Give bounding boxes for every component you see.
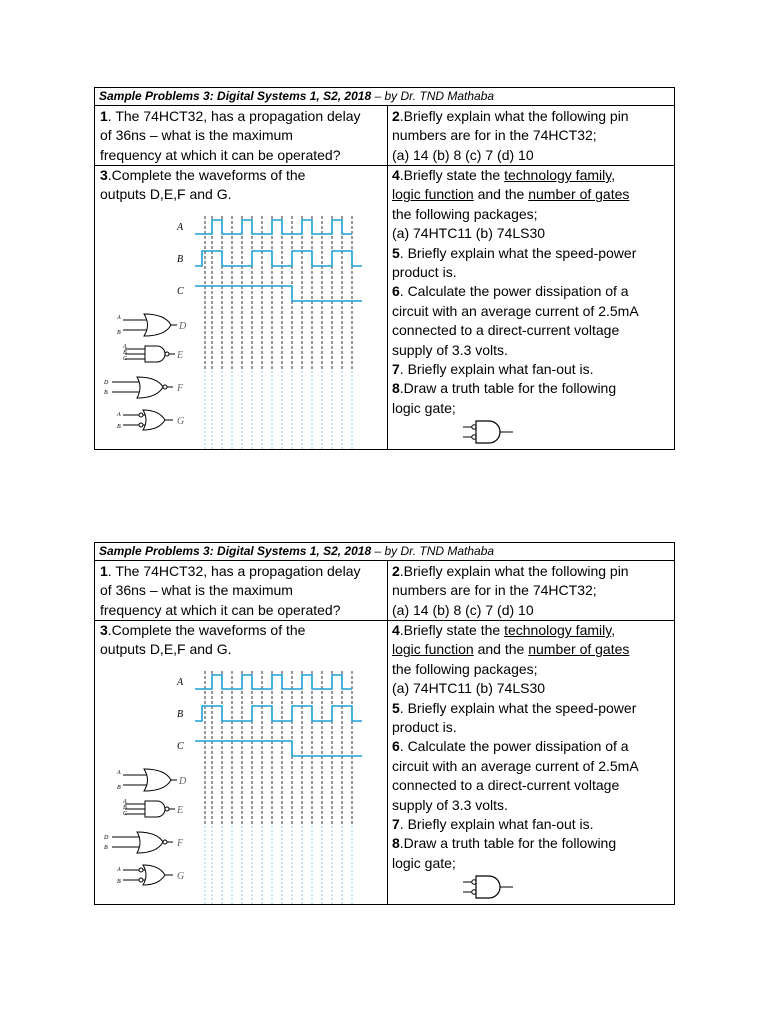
q5-line: . Briefly explain what the speed-power xyxy=(399,699,637,716)
q7-number: 7 xyxy=(392,361,400,378)
worksheet-bottom xyxy=(94,542,675,905)
gate-input-label: A xyxy=(117,867,121,873)
gate-input-label: B xyxy=(117,424,121,430)
q6-line: . Calculate the power dissipation of a xyxy=(399,283,629,300)
q3-number: 3 xyxy=(100,167,108,183)
questions-4-to-8 xyxy=(392,621,639,873)
q7-line: . Briefly explain what fan-out is. xyxy=(399,361,594,378)
q6-line: supply of 3.3 volts. xyxy=(392,341,508,358)
q6-line: connected to a direct-current voltage xyxy=(392,322,620,339)
waveform-c xyxy=(195,286,362,301)
gate-input-label: B xyxy=(104,390,108,396)
q4-line: (a) 74HTC11 (b) 74LS30 xyxy=(392,680,546,697)
gate-input-label: B xyxy=(117,879,121,885)
q3-line: outputs D,E,F and G. xyxy=(100,641,232,658)
gate-input-label: B xyxy=(104,845,108,851)
q4-line: the following packages; xyxy=(392,660,538,677)
gate-input-label: A xyxy=(123,344,127,350)
header-byline: – by Dr. TND Mathaba xyxy=(371,89,495,103)
gate-input-label: A xyxy=(117,770,121,776)
waveform-a xyxy=(195,675,352,689)
q2-line: .Briefly explain what the following pin xyxy=(399,563,629,579)
q1-number: 1 xyxy=(100,563,108,579)
q3-line: .Complete the waveforms of the xyxy=(107,622,306,638)
header-title: Sample Problems 3: Digital Systems 1, S2, 2018 xyxy=(99,89,372,103)
q6-number: 6 xyxy=(392,283,400,300)
q4-line: (a) 74HTC11 (b) 74LS30 xyxy=(392,225,546,242)
q4-underlined-term: logic function xyxy=(392,186,474,203)
gate-input-label: D xyxy=(104,835,109,841)
q4-line: .Briefly state the xyxy=(399,622,505,638)
gate-input-label: B xyxy=(117,785,121,791)
waveform-c xyxy=(195,741,362,756)
q8-line: logic gate; xyxy=(392,854,456,871)
q6-line: connected to a direct-current voltage xyxy=(392,777,620,794)
timing-gridlines xyxy=(205,671,352,826)
question-3 xyxy=(100,166,305,205)
signal-label: B xyxy=(177,709,184,720)
gate-input-label: D xyxy=(104,380,109,386)
waveform-a xyxy=(195,220,352,234)
q4-line: .Briefly state the xyxy=(399,167,505,183)
q1-line: frequency at which it can be operated? xyxy=(100,601,341,618)
output-label: D xyxy=(179,321,187,332)
signal-label: C xyxy=(177,741,184,752)
or-gate-f-icon xyxy=(112,832,173,853)
output-label: G xyxy=(177,871,185,882)
q4-underlined-term: number of gates xyxy=(528,186,630,203)
question-2 xyxy=(392,107,629,165)
q5-line: . Briefly explain what the speed-power xyxy=(399,244,637,261)
nor-gate-g-icon xyxy=(123,410,173,430)
q6-line: supply of 3.3 volts. xyxy=(392,796,508,813)
q3-line: .Complete the waveforms of the xyxy=(107,167,306,183)
q8-number: 8 xyxy=(392,835,400,852)
waveform-diagram xyxy=(95,206,387,451)
q5-line: product is. xyxy=(392,719,457,736)
q4-number: 4 xyxy=(392,622,400,638)
q8-line: .Draw a truth table for the following xyxy=(399,380,617,397)
q1-line: . The 74HCT32, has a propagation delay xyxy=(107,108,361,124)
nor-gate-g-icon xyxy=(123,865,173,885)
or-gate-f-icon xyxy=(112,377,173,398)
worksheet-header xyxy=(95,543,674,561)
question-3 xyxy=(100,621,305,660)
q3-line: outputs D,E,F and G. xyxy=(100,186,232,203)
waveform-diagram xyxy=(95,661,387,906)
q1-line: . The 74HCT32, has a propagation delay xyxy=(107,563,361,579)
signal-label: C xyxy=(177,286,184,297)
signal-label: A xyxy=(177,222,184,233)
q1-number: 1 xyxy=(100,108,108,124)
worksheet-top xyxy=(94,87,675,450)
questions-4-to-8 xyxy=(392,166,639,418)
waveform-b xyxy=(195,251,362,266)
signal-label: B xyxy=(177,254,184,265)
q7-number: 7 xyxy=(392,816,400,833)
q4-underlined-term: technology family xyxy=(504,167,612,183)
and-gate-e-icon xyxy=(125,801,175,817)
output-gridlines xyxy=(205,371,352,451)
header-byline: – by Dr. TND Mathaba xyxy=(371,544,495,558)
column-divider xyxy=(387,560,388,904)
question-2 xyxy=(392,562,629,620)
worksheet-header xyxy=(95,88,674,106)
gate-input-label: A xyxy=(117,315,121,321)
output-label: E xyxy=(177,350,184,361)
q1-line: of 36ns – what is the maximum xyxy=(100,127,293,144)
and-gate-e-icon xyxy=(125,346,175,362)
gate-input-label: A xyxy=(123,799,127,805)
q3-number: 3 xyxy=(100,622,108,638)
q2-line: (a) 14 (b) 8 (c) 7 (d) 10 xyxy=(392,146,534,163)
column-divider xyxy=(387,105,388,449)
q6-line: circuit with an average current of 2.5mA xyxy=(392,302,639,319)
q2-line: numbers are for in the 74HCT32; xyxy=(392,127,597,144)
gate-input-label: B xyxy=(117,330,121,336)
q7-line: . Briefly explain what fan-out is. xyxy=(399,816,594,833)
or-gate-d-icon xyxy=(123,769,177,791)
q2-number: 2 xyxy=(392,108,400,124)
gate-input-label: A xyxy=(117,412,121,418)
waveform-b xyxy=(195,706,362,721)
q2-line: numbers are for in the 74HCT32; xyxy=(392,582,597,599)
q1-line: frequency at which it can be operated? xyxy=(100,146,341,163)
output-label: D xyxy=(179,776,187,787)
q2-number: 2 xyxy=(392,563,400,579)
q8-line: logic gate; xyxy=(392,399,456,416)
timing-gridlines xyxy=(205,216,352,371)
nand-gate-icon xyxy=(463,874,519,905)
q5-line: product is. xyxy=(392,264,457,281)
output-label: G xyxy=(177,416,185,427)
q8-line: .Draw a truth table for the following xyxy=(399,835,617,852)
q8-number: 8 xyxy=(392,380,400,397)
q2-line: (a) 14 (b) 8 (c) 7 (d) 10 xyxy=(392,601,534,618)
nand-gate-icon xyxy=(463,419,519,450)
gate-input-label: C xyxy=(123,356,128,362)
q1-line: of 36ns – what is the maximum xyxy=(100,582,293,599)
output-label: E xyxy=(177,805,184,816)
q4-underlined-term: technology family xyxy=(504,622,612,638)
signal-label: A xyxy=(177,677,184,688)
q4-underlined-term: number of gates xyxy=(528,641,630,658)
q4-line: and the xyxy=(473,641,529,658)
header-title: Sample Problems 3: Digital Systems 1, S2, 2018 xyxy=(99,544,372,558)
q6-line: . Calculate the power dissipation of a xyxy=(399,738,629,755)
or-gate-d-icon xyxy=(123,314,177,336)
q4-underlined-term: logic function xyxy=(392,641,474,658)
output-label: F xyxy=(177,383,184,394)
q4-line: and the xyxy=(473,186,529,203)
question-1 xyxy=(100,562,360,620)
q4-line: , xyxy=(611,167,616,183)
q4-line: , xyxy=(611,622,616,638)
q5-number: 5 xyxy=(392,244,400,261)
gate-input-label: B xyxy=(123,350,127,356)
q6-number: 6 xyxy=(392,738,400,755)
q6-line: circuit with an average current of 2.5mA xyxy=(392,757,639,774)
q4-number: 4 xyxy=(392,167,400,183)
q5-number: 5 xyxy=(392,699,400,716)
gate-input-label: B xyxy=(123,805,127,811)
gate-input-label: C xyxy=(123,811,128,817)
output-label: F xyxy=(177,838,184,849)
output-gridlines xyxy=(205,826,352,906)
q4-line: the following packages; xyxy=(392,205,538,222)
question-1 xyxy=(100,107,360,165)
q2-line: .Briefly explain what the following pin xyxy=(399,108,629,124)
